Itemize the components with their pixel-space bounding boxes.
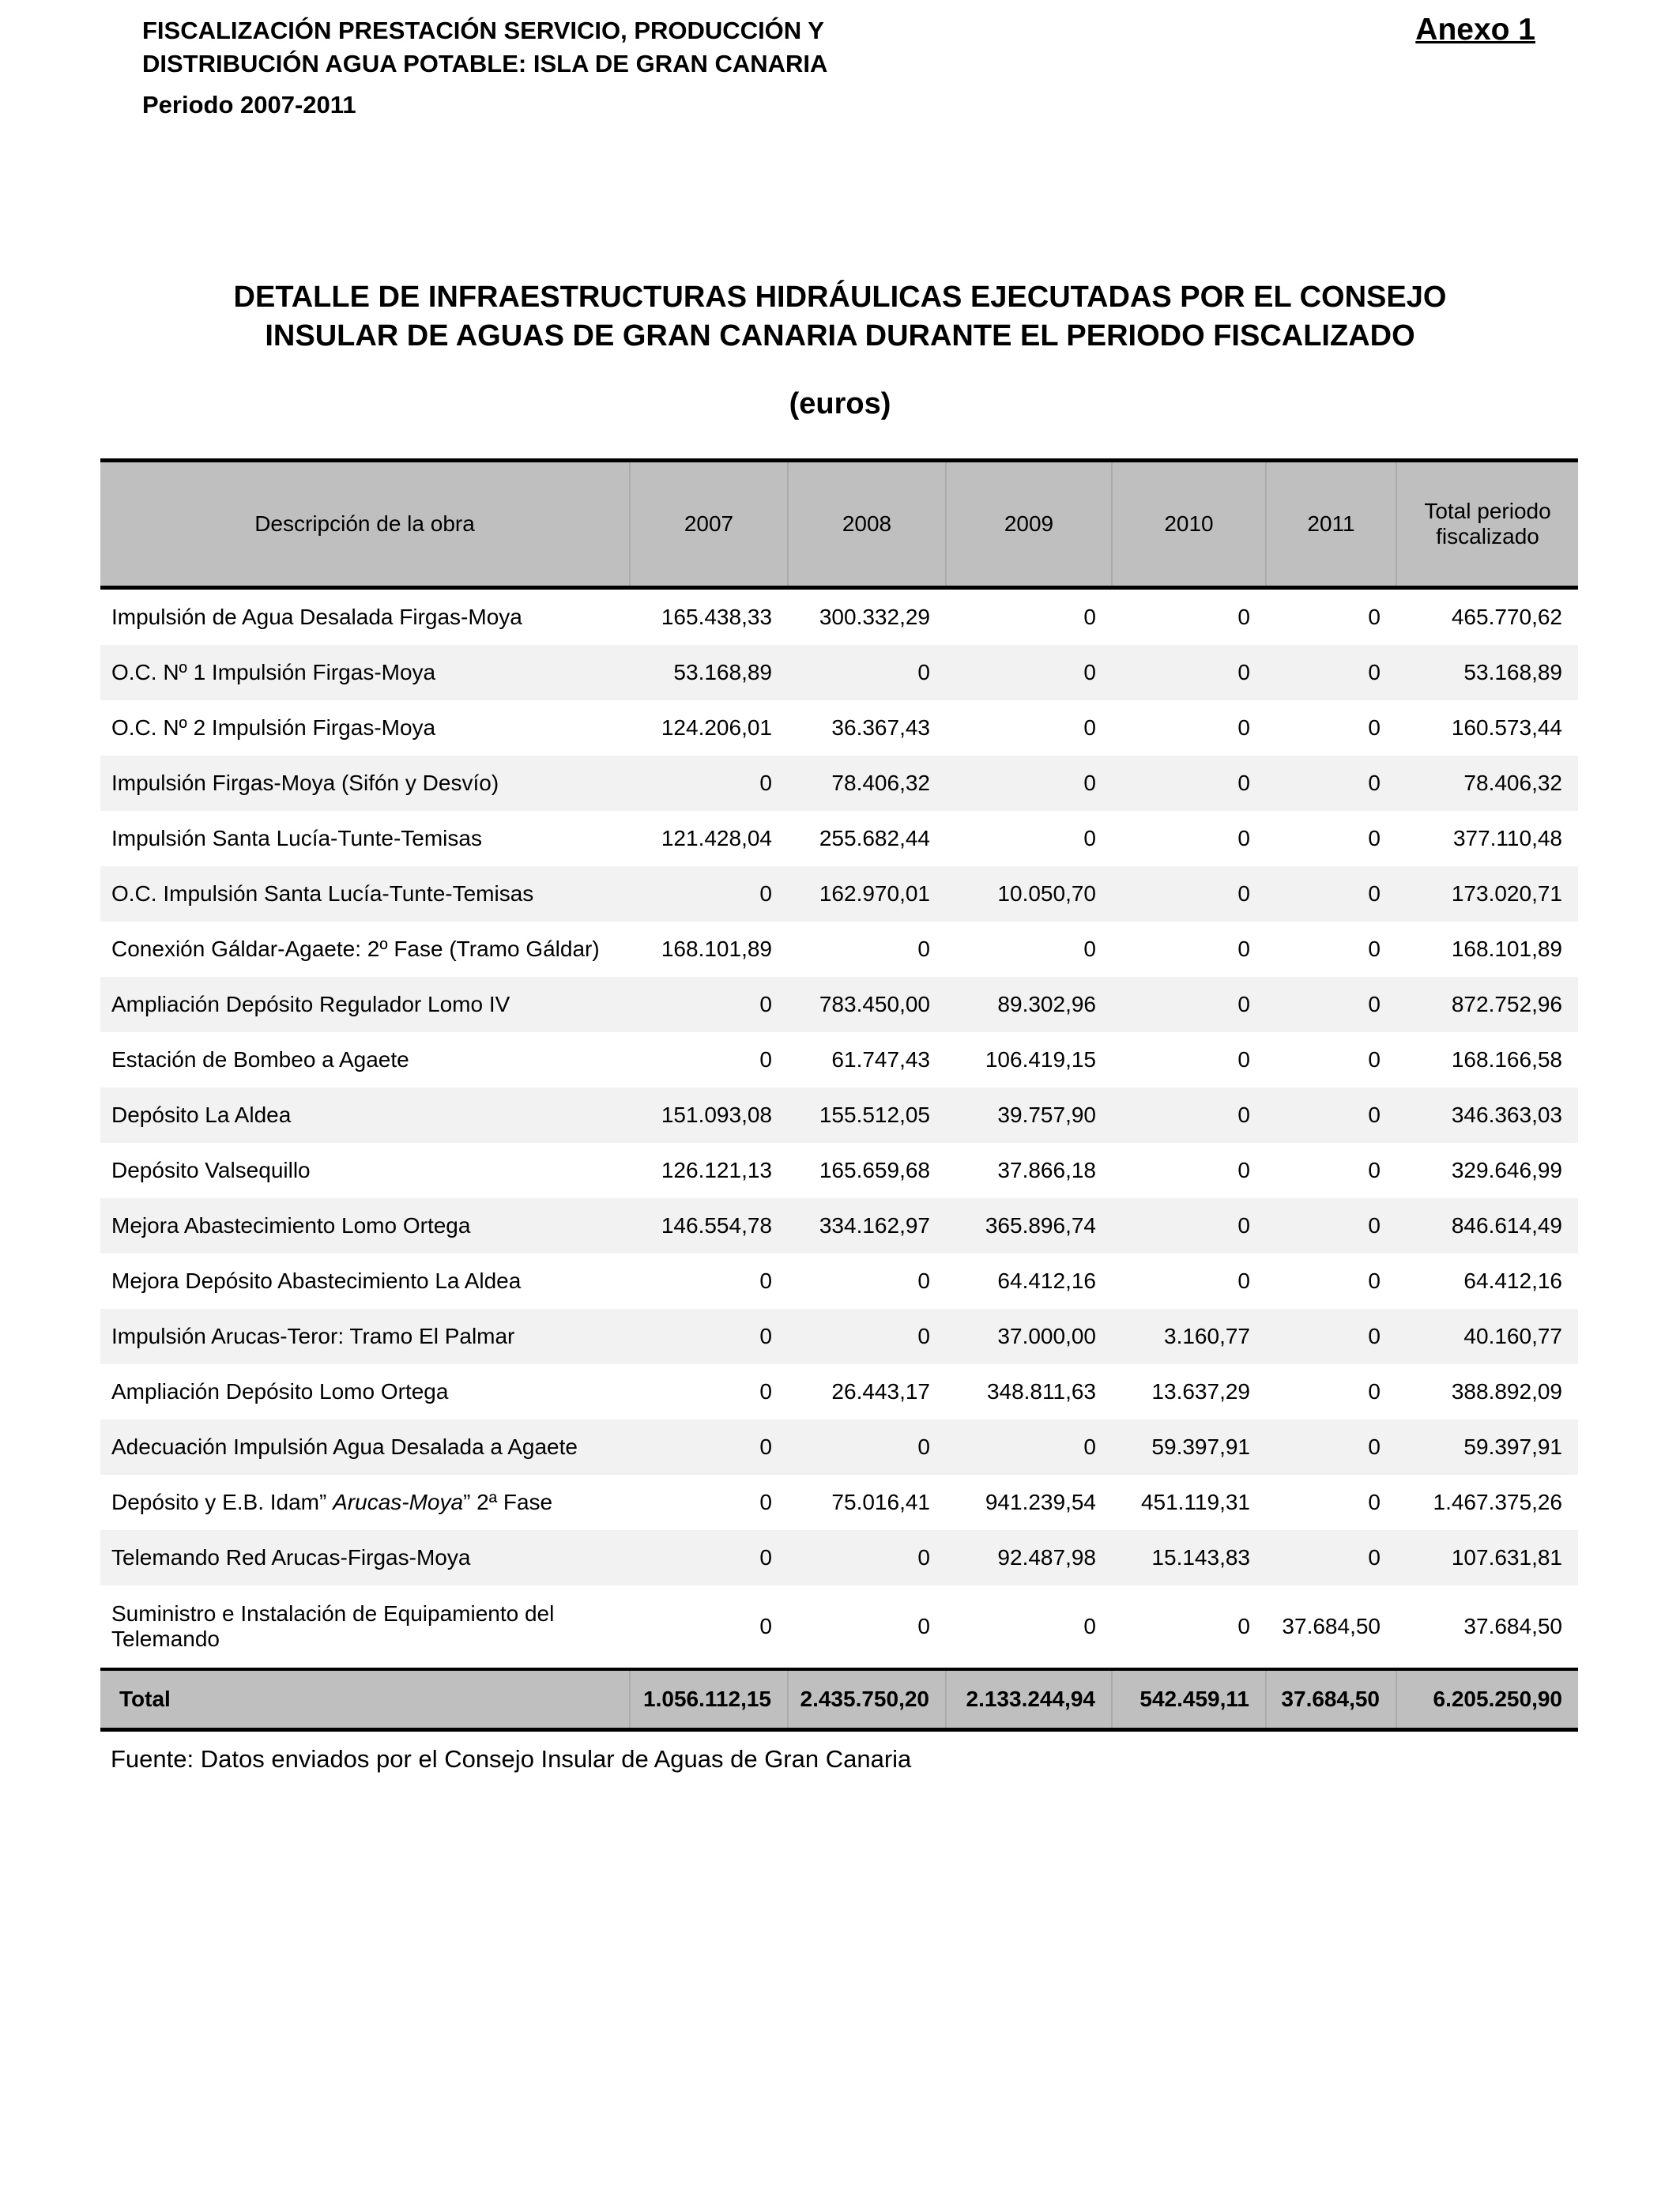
annex-label: Anexo 1 [1415, 13, 1535, 47]
cell-description: Ampliación Depósito Lomo Ortega [111, 1379, 449, 1404]
cell-2011: 0 [1368, 992, 1381, 1016]
source-note: Fuente: Datos enviados por el Consejo Insular de Aguas de Gran Canaria [111, 1745, 912, 1773]
cell-2009: 941.239,54 [985, 1490, 1096, 1514]
cell-total: 388.892,09 [1451, 1379, 1562, 1404]
table-body [100, 588, 1578, 1670]
cell-2009: 64.412,16 [997, 1269, 1096, 1293]
cell-total: 329.646,99 [1451, 1158, 1562, 1182]
cell-2009: 0 [1083, 1614, 1096, 1638]
cell-description: Telemando Red Arucas-Firgas-Moya [111, 1545, 471, 1570]
table-row [100, 1309, 1578, 1364]
document-title [0, 278, 1680, 356]
cell-2010: 15.143,83 [1151, 1545, 1250, 1570]
cell-2008: 0 [917, 1614, 930, 1638]
cell-description-pre: Depósito y E.B. Idam” [111, 1490, 327, 1514]
totals-total: 6.205.250,90 [1396, 1669, 1578, 1730]
cell-2010: 0 [1237, 660, 1250, 684]
report-header-line-1: FISCALIZACIÓN PRESTACIÓN SERVICIO, PRODUCCIÓN Y [142, 17, 824, 44]
cell-2010: 0 [1237, 1103, 1250, 1127]
cell-2009: 92.487,98 [997, 1545, 1096, 1570]
cell-2009: 0 [1083, 660, 1096, 684]
cell-description: Suministro e Instalación de Equipamiento del Telemando [111, 1601, 555, 1651]
cell-2009: 37.866,18 [997, 1158, 1096, 1182]
table-footer [100, 1669, 1578, 1730]
cell-2009: 0 [1083, 715, 1096, 740]
column-header-2010: 2010 [1112, 461, 1266, 588]
cell-2010: 0 [1237, 1158, 1250, 1182]
cell-2008: 0 [917, 1545, 930, 1570]
cell-description: Ampliación Depósito Regulador Lomo IV [111, 992, 510, 1016]
cell-description-post: ” 2ª Fase [463, 1490, 553, 1514]
cell-description: O.C. Nº 1 Impulsión Firgas-Moya [111, 660, 436, 684]
table-row [100, 922, 1578, 977]
totals-2010: 542.459,11 [1112, 1669, 1266, 1730]
cell-2007: 126.121,13 [661, 1158, 772, 1182]
cell-2009: 348.811,63 [986, 1379, 1096, 1404]
column-header-total-line-2: fiscalizado [1436, 524, 1539, 548]
cell-2010: 0 [1237, 826, 1250, 850]
cell-2011: 0 [1368, 1158, 1381, 1182]
table-row [100, 1198, 1578, 1253]
table-row [100, 1530, 1578, 1585]
cell-total: 37.684,50 [1463, 1614, 1562, 1638]
cell-2011: 37.684,50 [1282, 1614, 1381, 1638]
cell-2007: 0 [759, 881, 772, 906]
cell-2010: 0 [1237, 605, 1250, 629]
report-period: Periodo 2007-2011 [142, 91, 356, 119]
cell-2011: 0 [1368, 660, 1381, 684]
infrastructure-table [100, 458, 1578, 1732]
cell-2008: 0 [917, 937, 930, 961]
cell-description: O.C. Nº 2 Impulsión Firgas-Moya [111, 715, 436, 740]
cell-2010: 0 [1237, 992, 1250, 1016]
cell-2011: 0 [1368, 826, 1381, 850]
cell-2011: 0 [1368, 1269, 1381, 1293]
cell-2008: 75.016,41 [831, 1490, 930, 1514]
table-row [100, 1585, 1578, 1669]
cell-2007: 151.093,08 [661, 1103, 772, 1127]
cell-description: Impulsión Firgas-Moya (Sifón y Desvío) [111, 771, 499, 795]
cell-2007: 53.168,89 [673, 660, 772, 684]
cell-2010: 59.397,91 [1151, 1434, 1250, 1459]
cell-2009: 0 [1083, 771, 1096, 795]
table-row [100, 1253, 1578, 1309]
cell-2011: 0 [1368, 771, 1381, 795]
table-row [100, 1419, 1578, 1475]
column-header-2009: 2009 [946, 461, 1112, 588]
cell-2010: 0 [1237, 1047, 1250, 1072]
cell-description: O.C. Impulsión Santa Lucía-Tunte-Temisas [111, 881, 534, 906]
cell-2008: 334.162,97 [819, 1213, 930, 1238]
cell-total: 173.020,71 [1451, 881, 1562, 906]
cell-description: Estación de Bombeo a Agaete [111, 1047, 409, 1072]
column-header-total [1396, 461, 1578, 588]
cell-2007: 0 [759, 1047, 772, 1072]
table-row [100, 1364, 1578, 1419]
table-row [100, 866, 1578, 922]
column-header-2008: 2008 [788, 461, 946, 588]
cell-2009: 365.896,74 [985, 1213, 1096, 1238]
cell-2010: 0 [1237, 881, 1250, 906]
cell-2007: 121.428,04 [661, 826, 772, 850]
cell-2008: 0 [917, 1434, 930, 1459]
cell-2011: 0 [1368, 1103, 1381, 1127]
cell-2007: 0 [759, 1324, 772, 1348]
cell-2010: 0 [1237, 1213, 1250, 1238]
cell-total: 846.614,49 [1451, 1213, 1562, 1238]
cell-2010: 3.160,77 [1164, 1324, 1250, 1348]
cell-description: Impulsión Arucas-Teror: Tramo El Palmar [111, 1324, 515, 1348]
table-header [100, 461, 1578, 588]
cell-2008: 0 [917, 1324, 930, 1348]
cell-2010: 451.119,31 [1140, 1490, 1250, 1514]
cell-2009: 106.419,15 [985, 1047, 1096, 1072]
totals-2011: 37.684,50 [1266, 1669, 1396, 1730]
table-row [100, 977, 1578, 1032]
cell-2009: 10.050,70 [997, 881, 1096, 906]
cell-2007: 168.101,89 [661, 937, 772, 961]
cell-2010: 0 [1237, 1269, 1250, 1293]
cell-2007: 0 [759, 1269, 772, 1293]
table-row [100, 1143, 1578, 1198]
cell-2009: 0 [1083, 826, 1096, 850]
cell-2009: 0 [1083, 937, 1096, 961]
cell-2011: 0 [1368, 1324, 1381, 1348]
cell-2008: 26.443,17 [831, 1379, 930, 1404]
cell-2008: 255.682,44 [819, 826, 930, 850]
cell-2011: 0 [1368, 881, 1381, 906]
cell-2007: 0 [759, 1379, 772, 1404]
cell-2009: 37.000,00 [997, 1324, 1096, 1348]
column-header-total-line-1: Total periodo [1424, 499, 1551, 523]
cell-total: 59.397,91 [1463, 1434, 1562, 1459]
cell-total: 78.406,32 [1463, 771, 1562, 795]
cell-total: 53.168,89 [1463, 660, 1562, 684]
cell-total: 160.573,44 [1451, 715, 1562, 740]
cell-total: 1.467.375,26 [1433, 1490, 1562, 1514]
cell-2009: 39.757,90 [997, 1103, 1096, 1127]
table-row [100, 645, 1578, 700]
column-header-2007: 2007 [630, 461, 788, 588]
cell-2008: 162.970,01 [819, 881, 930, 906]
column-header-2011: 2011 [1266, 461, 1396, 588]
cell-2007: 124.206,01 [661, 715, 772, 740]
report-header-line-2: DISTRIBUCIÓN AGUA POTABLE: ISLA DE GRAN CANARIA [142, 50, 828, 77]
cell-2010: 13.637,29 [1151, 1379, 1250, 1404]
cell-total: 168.166,58 [1451, 1047, 1562, 1072]
cell-description: Depósito Valsequillo [111, 1158, 311, 1182]
cell-2010: 0 [1237, 715, 1250, 740]
cell-total: 872.752,96 [1451, 992, 1562, 1016]
cell-total: 465.770,62 [1451, 605, 1562, 629]
cell-2008: 36.367,43 [831, 715, 930, 740]
cell-2008: 78.406,32 [831, 771, 930, 795]
table-row [100, 1088, 1578, 1143]
table-row [100, 588, 1578, 646]
cell-2008: 0 [917, 660, 930, 684]
cell-2007: 165.438,33 [661, 605, 772, 629]
cell-2011: 0 [1368, 1545, 1381, 1570]
cell-2007: 0 [759, 992, 772, 1016]
cell-total: 40.160,77 [1463, 1324, 1562, 1348]
totals-label: Total [119, 1687, 171, 1711]
cell-2010: 0 [1237, 937, 1250, 961]
cell-description: Depósito La Aldea [111, 1103, 292, 1127]
cell-2008: 61.747,43 [831, 1047, 930, 1072]
cell-total: 377.110,48 [1452, 826, 1562, 850]
cell-2010: 0 [1237, 771, 1250, 795]
cell-2007: 0 [759, 1545, 772, 1570]
cell-2011: 0 [1368, 1213, 1381, 1238]
table-row [100, 756, 1578, 811]
cell-2011: 0 [1368, 1047, 1381, 1072]
cell-total: 64.412,16 [1463, 1269, 1562, 1293]
cell-description-italic: Arucas-Moya [333, 1490, 464, 1514]
cell-2007: 146.554,78 [661, 1213, 772, 1238]
table-row [100, 700, 1578, 756]
table-header-row [100, 461, 1578, 588]
cell-2009: 0 [1083, 1434, 1096, 1459]
cell-description: Impulsión Santa Lucía-Tunte-Temisas [111, 826, 482, 850]
cell-total: 107.631,81 [1451, 1545, 1562, 1570]
cell-2011: 0 [1368, 605, 1381, 629]
cell-description: Impulsión de Agua Desalada Firgas-Moya [111, 605, 522, 629]
document-title-line-2: INSULAR DE AGUAS DE GRAN CANARIA DURANTE EL PERIODO FISCALIZADO [265, 319, 1415, 352]
totals-2009: 2.133.244,94 [946, 1669, 1112, 1730]
document-title-line-1: DETALLE DE INFRAESTRUCTURAS HIDRÁULICAS EJECUTADAS POR EL CONSEJO [233, 281, 1447, 314]
cell-2011: 0 [1368, 1490, 1381, 1514]
cell-2011: 0 [1368, 715, 1381, 740]
cell-description [100, 1475, 630, 1530]
cell-2008: 0 [917, 1269, 930, 1293]
totals-2008: 2.435.750,20 [788, 1669, 946, 1730]
cell-2008: 165.659,68 [819, 1158, 930, 1182]
cell-2007: 0 [759, 1434, 772, 1459]
cell-description: Mejora Abastecimiento Lomo Ortega [111, 1213, 471, 1238]
column-header-description: Descripción de la obra [254, 511, 475, 536]
cell-2010: 0 [1237, 1614, 1250, 1638]
cell-description: Mejora Depósito Abastecimiento La Aldea [111, 1269, 522, 1293]
cell-2007: 0 [759, 1490, 772, 1514]
totals-2007: 1.056.112,15 [630, 1669, 788, 1730]
table-row [100, 811, 1578, 866]
cell-total: 346.363,03 [1451, 1103, 1562, 1127]
cell-2009: 89.302,96 [997, 992, 1096, 1016]
cell-2008: 300.332,29 [819, 605, 930, 629]
unit-label: (euros) [789, 387, 891, 420]
table-row [100, 1032, 1578, 1088]
cell-description: Adecuación Impulsión Agua Desalada a Agaete [111, 1434, 578, 1459]
cell-2008: 783.450,00 [819, 992, 930, 1016]
cell-2007: 0 [759, 771, 772, 795]
cell-2011: 0 [1368, 1379, 1381, 1404]
cell-description: Conexión Gáldar-Agaete: 2º Fase (Tramo Gáldar) [111, 937, 600, 961]
cell-total: 168.101,89 [1451, 937, 1562, 961]
cell-2008: 155.512,05 [819, 1103, 930, 1127]
cell-2009: 0 [1083, 605, 1096, 629]
report-header [142, 14, 827, 122]
cell-2011: 0 [1368, 937, 1381, 961]
cell-2011: 0 [1368, 1434, 1381, 1459]
totals-row [100, 1669, 1578, 1730]
table-row [100, 1475, 1578, 1530]
cell-2007: 0 [759, 1614, 772, 1638]
